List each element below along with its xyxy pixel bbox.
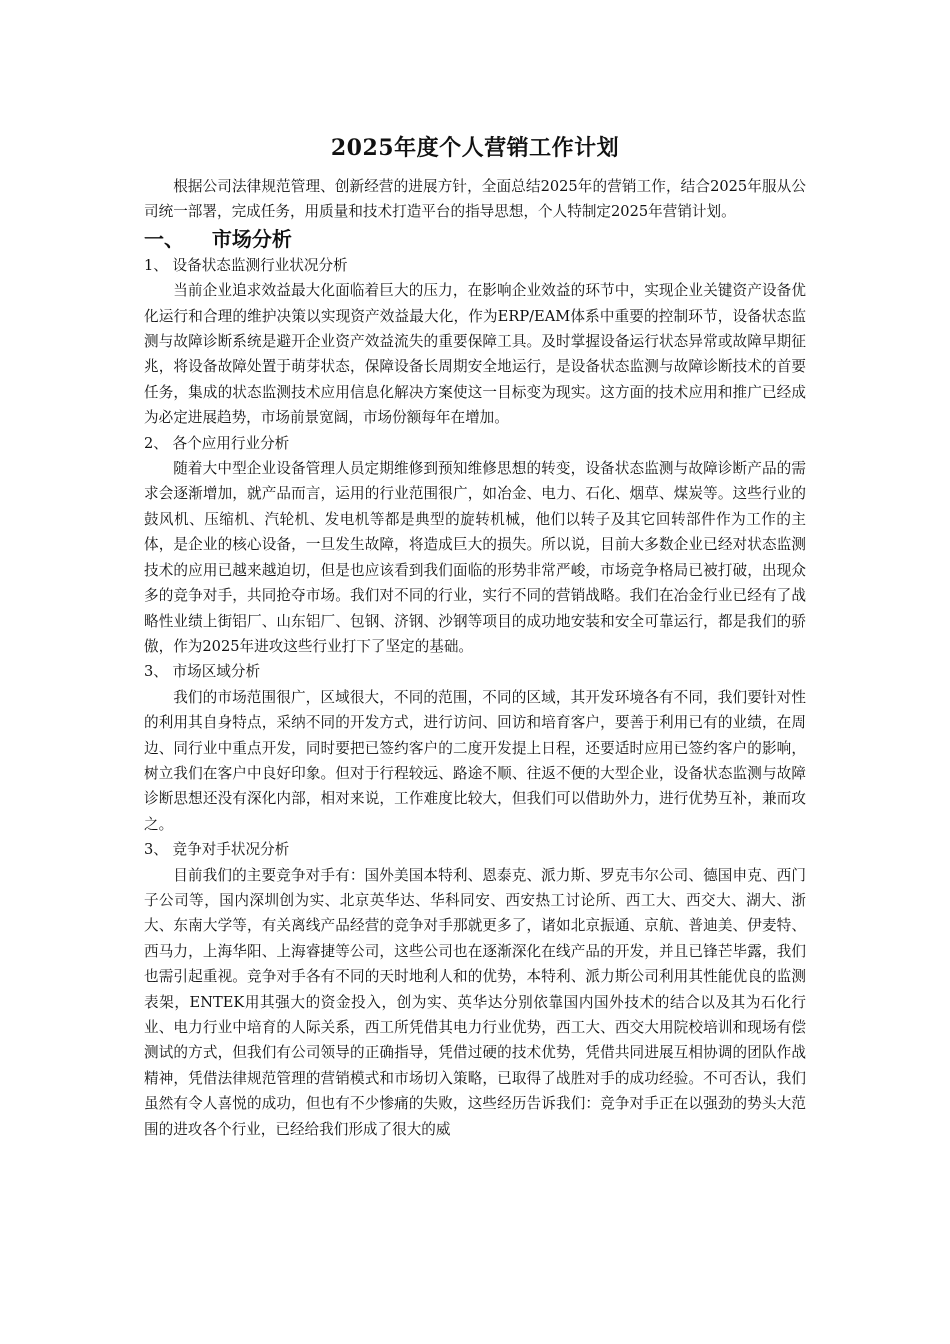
document-page (144, 128, 806, 1142)
subsection-heading-industry-status: 1、 设备状态监测行业状况分析 (144, 256, 348, 274)
subsection-heading-competitors: 3、 竞争对手状况分析 (144, 841, 290, 859)
subsection-body-competitors: 目前我们的主要竞争对手有：国外美国本特利、恩泰克、派力斯、罗克韦尔公司、德国申克、西门子公司等，国内深圳创为实、北京英华达、华科同安、西安热工讨论所、西工大、西交大、湖大、浙大、东南大学等，有关离线产品经营的竞争对手那就更多了，诸如北京振通、京航、普迪美、伊麦特、西马力，上海华阳、上海睿捷等公司，这些公司也在逐渐深化在线产品的开发，并且已锋芒毕露，我们也需引起重视。竞争对手各有不同的天时地利人和的优势，本特利、派力斯公司利用其性能优良的监测表架，ENTEK用其强大的资金投入，创为实、英华达分别依靠国内国外技术的结合以及其为石化行业、电力行业中培育的人际关系，西工所凭借其电力行业优势，西工大、西交大用院校培训和现场有偿测试的方式，但我们有公司领导的正确指导，凭借过硬的技术优势，凭借共同进展互相协调的团队作战精神，凭借法律规范管理的营销模式和市场切入策略，已取得了战胜对手的成功经验。不可否认，我们虽然有令人喜悦的成功，但也有不少惨痛的失败，这些经历告诉我们：竞争对手正在以强劲的势头大范围的进攻各个行业，已经给我们形成了很大的威 (144, 866, 806, 1138)
subsection-body-market-regions: 我们的市场范围很广，区域很大，不同的范围，不同的区域，其开发环境各有不同，我们要针对性的利用其自身特点，采纳不同的开发方式，进行访问、回访和培育客户，要善于利用已有的业绩，在周边、同行业中重点开发，同时要把已签约客户的二度开发提上日程，还要适时应用已签约客户的影响，树立我们在客户中良好印象。但对于行程较远、路途不顺、往返不便的大型企业，设备状态监测与故障诊断思想还没有深化内部，相对来说，工作难度比较大，但我们可以借助外力，进行优势互补，兼而攻之。 (144, 688, 806, 833)
subsection-body-application-industries: 随着大中型企业设备管理人员定期维修到预知维修思想的转变，设备状态监测与故障诊断产品的需求会逐渐增加，就产品而言，运用的行业范围很广，如冶金、电力、石化、烟草、煤炭等。这些行业的鼓风机、压缩机、汽轮机、发电机等都是典型的旋转机械，他们以转子及其它回转部件作为工作的主体，是企业的核心设备，一旦发生故障，将造成巨大的损失。所以说，目前大多数企业已经对状态监测技术的应用已越来越迫切，但是也应该看到我们面临的形势非常严峻，市场竞争格局已被打破，出现众多的竞争对手，共同抢夺市场。我们对不同的行业，实行不同的营销战略。我们在冶金行业已经有了战略性业绩上街铝厂、山东铝厂、包钢、济钢、沙钢等项目的成功地安装和安全可靠运行，都是我们的骄傲，作为2025年进攻这些行业打下了坚定的基础。 (144, 460, 806, 655)
subsection-heading-market-regions: 3、 市场区域分析 (144, 663, 261, 681)
document-title: 2025年度个人营销工作计划 (330, 135, 620, 161)
section-heading-market-analysis: 一、 市场分析 (144, 226, 292, 251)
subsection-heading-application-industries: 2、 各个应用行业分析 (144, 434, 290, 452)
intro-paragraph: 根据公司法律规范管理、创新经营的进展方针，全面总结2025年的营销工作，结合2025年服从公司统一部署，完成任务，用质量和技术打造平台的指导思想，个人特制定2025年营销计划。 (144, 178, 806, 221)
subsection-body-industry-status: 当前企业追求效益最大化面临着巨大的压力，在影响企业效益的环节中，实现企业关键资产设备优化运行和合理的维护决策以实现资产效益最大化，作为ERP/EAM体系中重要的控制环节，设备状态监测与故障诊断系统是避开企业资产效益流失的重要保障工具。及时掌握设备运行状态异常或故障早期征兆，将设备故障处置于萌芽状态，保障设备长周期安全地运行，是设备状态监测与故障诊断技术的首要任务，集成的状态监测技术应用信息化解决方案使这一目标变为现实。这方面的技术应用和推广已经成为必定进展趋势，市场前景宽阔，市场份额每年在增加。 (144, 282, 806, 427)
